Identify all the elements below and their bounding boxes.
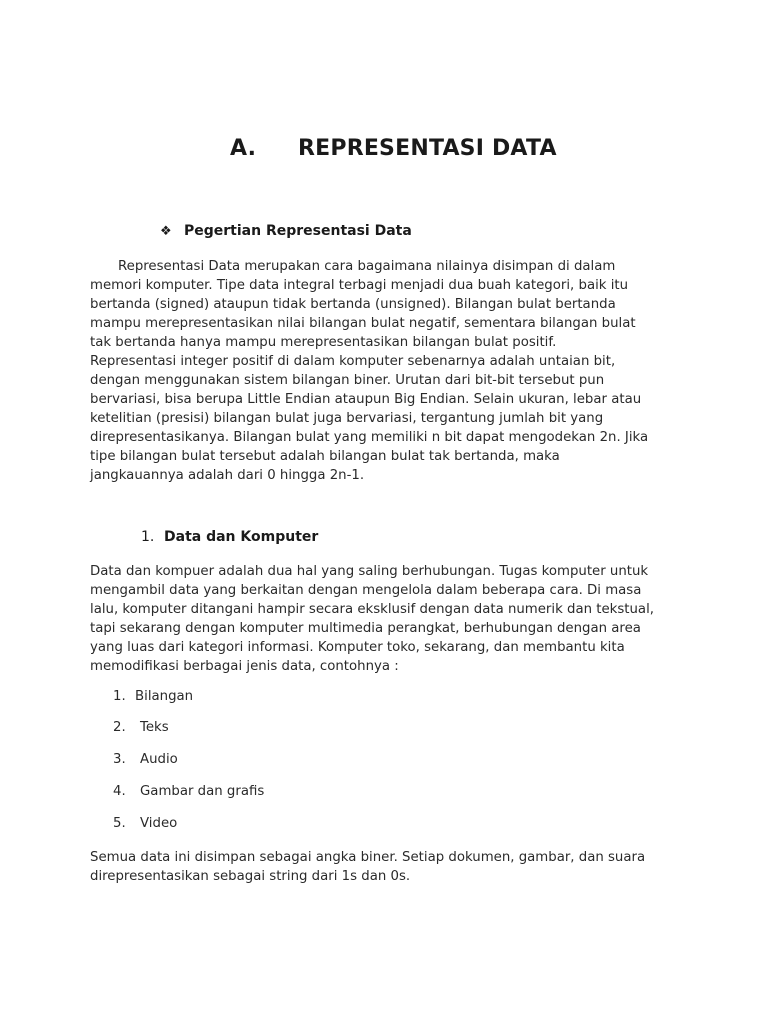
paragraph-line: lalu, komputer ditangani hampir secara eksklusif dengan data numerik dan tekstual, [90, 602, 654, 617]
diamond-bullet-icon: ❖ [160, 224, 172, 239]
paragraph-line: Semua data ini disimpan sebagai angka biner. Setiap dokumen, gambar, dan suara [90, 850, 646, 865]
paragraph-line: tipe bilangan bulat tersebut adalah bilangan bulat tak bertanda, maka [90, 449, 560, 464]
paragraph-line: direpresentasikan sebagai string dari 1s dan 0s. [90, 869, 411, 884]
paragraph-line: mengambil data yang berkaitan dengan mengelola dalam beberapa cara. Di masa [90, 583, 642, 598]
paragraph-line: Data dan kompuer adalah dua hal yang saling berhubungan. Tugas komputer untuk [90, 564, 649, 579]
list-item: 3. Audio [113, 752, 178, 767]
section-number: 1. [141, 529, 155, 545]
paragraph-line: Representasi integer positif di dalam komputer sebenarnya adalah untaian bit, [90, 354, 616, 369]
list-item: 1. Bilangan [113, 689, 194, 704]
paragraph-data-komputer [90, 562, 690, 676]
paragraph-line: bervariasi, bisa berupa Little Endian ataupun Big Endian. Selain ukuran, lebar atau [90, 392, 642, 407]
paragraph-line: memori komputer. Tipe data integral terbagi menjadi dua buah kategori, baik itu [90, 278, 629, 293]
paragraph-line: Representasi Data merupakan cara bagaimana nilainya disimpan di dalam [118, 259, 616, 274]
paragraph-line: dengan menggunakan sistem bilangan biner. Urutan dari bit-bit tersebut pun [90, 373, 605, 388]
paragraph-line: direpresentasikanya. Bilangan bulat yang memiliki n bit dapat mengodekan 2n. Jika [90, 430, 649, 445]
paragraph-line: jangkauannya adalah dari 0 hingga 2n-1. [90, 468, 365, 483]
page-title [230, 136, 557, 161]
paragraph-line: bertanda (signed) ataupun tidak bertanda (unsigned). Bilangan bulat bertanda [90, 297, 616, 312]
heading-number: A. [230, 136, 257, 161]
section-heading-data-komputer [141, 529, 318, 545]
list-item: 2. Teks [113, 720, 169, 735]
paragraph-line: ketelitian (presisi) bilangan bulat juga bervariasi, tergantung jumlah bit yang [90, 411, 604, 426]
paragraph-representasi [90, 257, 690, 485]
paragraph-line: tapi sekarang dengan komputer multimedia perangkat, berhubungan dengan area [90, 621, 641, 636]
paragraph-biner [90, 848, 690, 886]
subheading-text: Pegertian Representasi Data [184, 223, 412, 239]
heading-text: REPRESENTASI DATA [298, 136, 557, 161]
paragraph-line: mampu merepresentasikan nilai bilangan bulat negatif, sementara bilangan bulat [90, 316, 636, 331]
list-item: 4. Gambar dan grafis [113, 784, 265, 799]
paragraph-line: memodifikasi berbagai jenis data, contohnya : [90, 659, 399, 674]
paragraph-line: tak bertanda hanya mampu merepresentasikan bilangan bulat positif. [90, 335, 557, 350]
paragraph-line: yang luas dari kategori informasi. Komputer toko, sekarang, dan membantu kita [90, 640, 625, 655]
list-item: 5. Video [113, 816, 178, 831]
section-title: Data dan Komputer [164, 529, 319, 545]
subheading [160, 223, 412, 239]
